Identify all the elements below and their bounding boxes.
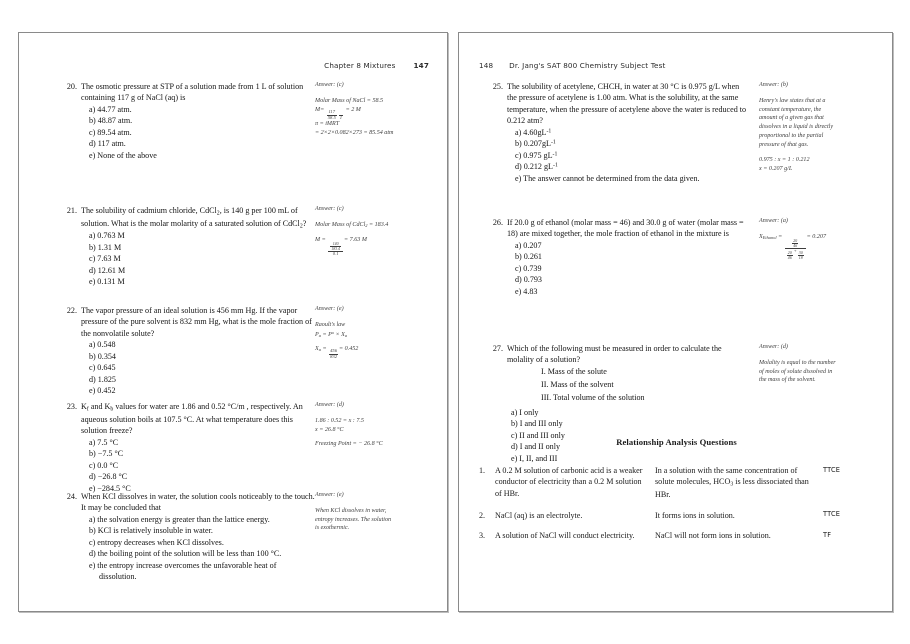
choice: d) 0.212 $gL^{-1}$ bbox=[515, 162, 558, 172]
row-number: 2. bbox=[479, 510, 486, 520]
left-running-head bbox=[324, 61, 429, 70]
question-24-stem: When KCl dissolves in water, the solution cools noticeably to the touch. It may be concluded that bbox=[81, 492, 315, 513]
note-line: When KCl dissolves in water, bbox=[315, 507, 387, 514]
choice: e) the entropy increase overcomes the unfavorable heat of dissolution. bbox=[89, 560, 277, 582]
question-23-choices bbox=[63, 437, 315, 494]
choice: a) 0.207 bbox=[515, 240, 542, 250]
choice: e) I, II, and III bbox=[511, 453, 558, 463]
answer-note-25 bbox=[759, 81, 867, 173]
choice: d) 12.61 M bbox=[89, 265, 126, 275]
choice: e) −284.5 °C bbox=[89, 483, 131, 493]
note-line-fraction: M= $\frac{117}{58.5}$ 1 = 2 M bbox=[315, 106, 361, 120]
roman-option: II. Mass of the solvent bbox=[541, 379, 614, 389]
choice: b) I and III only bbox=[511, 419, 563, 429]
answer-note-23 bbox=[315, 401, 423, 449]
choice: a) 0.763 M bbox=[89, 231, 125, 241]
question-25-stem: The solubility of acetylene, CHCH, in water at 30 °C is 0.975 g/L when the pressure of acetylene is 1.00 atm. What is the solubility, at the same temperature, when the pressure of acetylene above the water is reduced to 0.212 atm? bbox=[507, 82, 747, 126]
choice: b) 48.87 atm. bbox=[89, 116, 133, 126]
choice: e) None of the above bbox=[89, 150, 157, 160]
note-line: Raoult's law bbox=[315, 321, 346, 328]
choice: c) II and III only bbox=[511, 430, 565, 440]
choice: c) 0.0 °C bbox=[89, 460, 119, 470]
statement-i: A solution of NaCl will conduct electricity. bbox=[495, 531, 635, 541]
statement-i: A 0.2 M solution of carbonic acid is a weaker conductor of electricity than a 0.2 M solution of HBr. bbox=[495, 466, 643, 498]
question-20-stem: The osmotic pressure at STP of a solution made from 1 L of solution containing 117 g of NaCl (aq) is bbox=[81, 82, 304, 103]
choice: b) 0.261 bbox=[515, 252, 542, 262]
note-line: 1.86 : 0.52 = x : 7.5 bbox=[315, 417, 364, 424]
choice: b) −7.5 °C bbox=[89, 449, 124, 459]
choice: a) 0.548 bbox=[89, 340, 116, 350]
answer-label: Answer: (c) bbox=[315, 206, 344, 212]
question-26-choices bbox=[489, 240, 749, 297]
note-line: of moles of solute dissolved in bbox=[759, 368, 833, 375]
note-line: Henry's law states that at a bbox=[759, 97, 826, 104]
row-number: 3. bbox=[479, 531, 486, 541]
answer-label: Answer: (a) bbox=[759, 218, 788, 224]
question-21-choices bbox=[63, 230, 315, 287]
question-25-choices bbox=[489, 127, 749, 184]
left-page bbox=[18, 32, 448, 612]
note-line: Molality is equal to the number bbox=[759, 359, 836, 366]
relationship-analysis-table bbox=[479, 465, 879, 551]
answer-label: Answer: (e) bbox=[315, 492, 344, 498]
note-line: x = 26.8 °C bbox=[315, 426, 344, 433]
question-22-choices bbox=[63, 339, 315, 396]
roman-option: I. Mass of the solute bbox=[541, 366, 607, 376]
note-line: Molar Mass of CdCl$_2$ = 183.4 bbox=[315, 221, 389, 228]
note-line: constant temperature, the bbox=[759, 106, 822, 113]
question-26-number: 26. bbox=[492, 218, 503, 227]
answer-note-26 bbox=[759, 217, 867, 261]
note-line: x = 0.207 g/L bbox=[759, 165, 793, 172]
answer-note-24 bbox=[315, 491, 423, 533]
choice: d) 1.825 bbox=[89, 374, 116, 384]
choice: c) 89.54 atm. bbox=[89, 127, 132, 137]
ce-marker: TTCE bbox=[823, 465, 841, 474]
choice: d) 117 atm. bbox=[89, 139, 126, 149]
book-title: Dr. Jang's SAT 800 Chemistry Subject Test bbox=[509, 61, 666, 70]
choice: b) 1.31 M bbox=[89, 242, 122, 252]
note-line: $P_a = P^o \times X_a$ bbox=[315, 329, 348, 338]
folio-147: 147 bbox=[413, 61, 429, 70]
statement-ii: It forms ions in solution. bbox=[655, 510, 735, 520]
choice: c) entropy decreases when KCl dissolves. bbox=[89, 537, 224, 547]
folio-148: 148 bbox=[479, 61, 494, 70]
choice: c) 7.63 M bbox=[89, 254, 121, 264]
note-line: π = iMRT bbox=[315, 121, 340, 128]
choice: b) $0.207gL^{-1}$ bbox=[515, 139, 556, 149]
question-22-number: 22. bbox=[66, 306, 77, 315]
choice: e) 0.452 bbox=[89, 386, 116, 396]
choice: a) $4.60gL^{-1}$ bbox=[515, 127, 552, 137]
right-running-head bbox=[479, 61, 665, 70]
question-25-number: 25. bbox=[492, 82, 503, 91]
choice: a) 44.77 atm. bbox=[89, 104, 132, 114]
roman-option: III. Total volume of the solution bbox=[541, 392, 645, 402]
ce-marker: TTCE bbox=[823, 510, 841, 519]
note-line: Freezing Point = − 26.8 °C bbox=[315, 441, 383, 448]
note-line-fraction: $X_a$ = $\frac{456}{832}$ = 0.452 bbox=[315, 346, 359, 360]
note-line: the mass of the solvent. bbox=[759, 377, 816, 384]
choice: a) I only bbox=[511, 407, 539, 417]
note-line: Molar Mass of NaCl = 58.5 bbox=[315, 97, 384, 104]
note-line: proportional to the partial bbox=[759, 133, 824, 140]
choice: e) 4.83 bbox=[515, 286, 538, 296]
table-row bbox=[479, 530, 879, 541]
question-24-number: 24. bbox=[66, 492, 77, 501]
answer-note-22 bbox=[315, 305, 423, 360]
statement-ii: In a solution with the same concentration of solute molecules, $HCO_3$ is less dissociated than HBr. bbox=[655, 466, 809, 500]
answer-note-20 bbox=[315, 81, 423, 138]
question-24-choices bbox=[63, 514, 315, 583]
answer-label: Answer: (d) bbox=[759, 344, 788, 350]
question-20-choices bbox=[63, 104, 315, 161]
table-row bbox=[479, 510, 879, 521]
choice: e) 0.131 M bbox=[89, 277, 125, 287]
answer-label: Answer: (e) bbox=[315, 306, 344, 312]
answer-note-27 bbox=[759, 343, 867, 385]
note-line-fraction: M = $\frac{\frac{140}{183.4}}{0.1}$ = 7.63 M bbox=[315, 236, 367, 257]
note-line: is exothermic. bbox=[315, 525, 350, 532]
choice: d) 0.793 bbox=[515, 275, 542, 285]
relationship-analysis-title: Relationship Analysis Questions bbox=[616, 437, 737, 447]
statement-i: NaCl (aq) is an electrolyte. bbox=[495, 510, 583, 520]
choice: c) 0.975 $gL^{-1}$ bbox=[515, 150, 558, 160]
table-row bbox=[479, 465, 879, 501]
note-line: = 2×2×0.082×273 = 85.54 atm bbox=[315, 130, 394, 137]
answer-label: Answer: (b) bbox=[759, 82, 788, 88]
question-27-choices bbox=[489, 407, 749, 464]
choice: a) 7.5 °C bbox=[89, 437, 119, 447]
note-line: dissolves in a liquid is directly bbox=[759, 124, 834, 131]
question-27-stem: Which of the following must be measured in order to calculate the molality of a solution? bbox=[507, 344, 722, 365]
question-27-number: 27. bbox=[492, 344, 503, 353]
note-line: entropy increases. The solution bbox=[315, 516, 392, 523]
note-line: 0.975 : x = 1 : 0.212 bbox=[759, 156, 810, 163]
statement-ii: NaCl will not form ions in solution. bbox=[655, 531, 771, 541]
choice: d) −26.8 °C bbox=[89, 472, 128, 482]
choice: a) the solvation energy is greater than the lattice energy. bbox=[89, 514, 270, 524]
question-23-number: 23. bbox=[66, 402, 77, 411]
answer-note-21 bbox=[315, 205, 423, 257]
answer-label: Answer: (d) bbox=[315, 402, 344, 408]
ce-marker: TF bbox=[823, 530, 832, 539]
row-number: 1. bbox=[479, 466, 486, 475]
choice: d) the boiling point of the solution will be less than 100 °C. bbox=[89, 549, 282, 559]
choice: d) I and II only bbox=[511, 442, 560, 452]
choice: c) 0.645 bbox=[89, 363, 116, 373]
note-line-fraction: $X_{Ethanol}$ = $\frac{20}{46}$ $\frac{20}{46}$ + $\frac{30}{18}$ = 0.207 bbox=[759, 233, 827, 261]
answer-label: Answer: (c) bbox=[315, 82, 344, 88]
choice: b) KCl is relatively insoluble in water. bbox=[89, 526, 213, 536]
question-26-stem: If 20.0 g of ethanol (molar mass = 46) and 30.0 g of water (molar mass = 18) are mixed together, the mole fraction of ethanol in the mixture is bbox=[507, 218, 744, 239]
question-22-stem: The vapor pressure of an ideal solution is 456 mm Hg. If the vapor pressure of the pure solvent is 832 mm Hg, what is the mole fraction of the nonvolatile solute? bbox=[81, 306, 312, 338]
question-21-number: 21. bbox=[66, 206, 77, 215]
question-23-stem: $K_f$ and $K_b$ values for water are 1.86 and 0.52 °C/m , respectively. An aqueous solution boils at 107.5 °C. At what temperature does this solution freeze? bbox=[81, 402, 303, 436]
question-20-number: 20. bbox=[66, 82, 77, 91]
chapter-label: Chapter 8 Mixtures bbox=[324, 61, 396, 70]
note-line: pressure of that gas. bbox=[759, 141, 809, 148]
right-page bbox=[458, 32, 893, 612]
choice: c) 0.739 bbox=[515, 263, 542, 273]
choice: b) 0.354 bbox=[89, 351, 116, 361]
note-line: amount of a given gas that bbox=[759, 115, 824, 122]
question-21-stem: The solubility of cadmium chloride, CdCl$_2$, is 140 g per 100 mL of solution. What is the molar molarity of a saturated solution of CdCl$_2$? bbox=[81, 206, 307, 230]
question-27-roman-options bbox=[489, 366, 749, 405]
choice: e) The answer cannot be determined from the data given. bbox=[515, 173, 700, 183]
